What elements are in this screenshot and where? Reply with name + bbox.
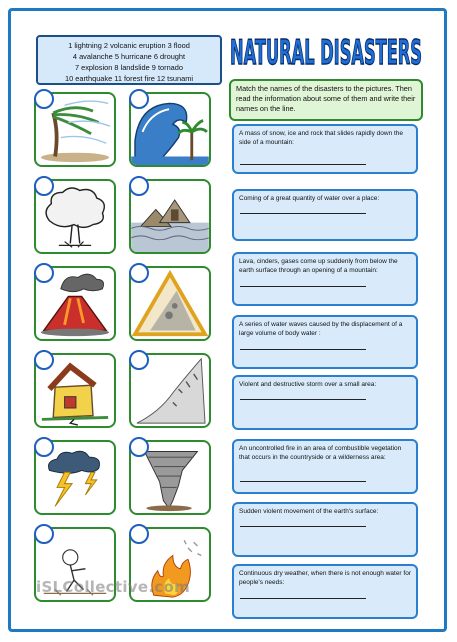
definition-text: Violent and destructive storm over a small area: (239, 381, 377, 388)
definition-text: Sudden violent movement of the earth's surface: (239, 508, 379, 515)
definition-box (232, 189, 418, 241)
answer-circle[interactable] (129, 437, 149, 457)
word-bank (36, 35, 222, 85)
answer-line[interactable] (240, 481, 366, 482)
answer-circle[interactable] (129, 176, 149, 196)
definition-text: An uncontrolled fire in an area of combustible vegetation that occurs in the countryside or a wilderness area: (239, 445, 402, 461)
definition-box (232, 564, 418, 619)
definition-box (232, 252, 418, 306)
definition-box (232, 124, 418, 174)
definition-text: Coming of a great quantity of water over a place: (239, 195, 380, 202)
definition-box (232, 439, 418, 494)
answer-circle[interactable] (129, 524, 149, 544)
answer-line[interactable] (240, 598, 366, 599)
answer-circle[interactable] (34, 524, 54, 544)
answer-line[interactable] (240, 349, 366, 350)
watermark: iSLCollective.com (36, 578, 191, 596)
answer-circle[interactable] (129, 89, 149, 109)
answer-line[interactable] (240, 399, 366, 400)
definition-box (232, 315, 418, 369)
answer-circle[interactable] (34, 263, 54, 283)
word-bank-line: 1 lightning 2 volcanic eruption 3 flood (68, 41, 190, 50)
definition-text: Continuous dry weather, when there is not enough water for people's needs: (239, 570, 411, 586)
answer-line[interactable] (240, 213, 366, 214)
answer-circle[interactable] (34, 176, 54, 196)
answer-line[interactable] (240, 526, 366, 527)
definition-box (232, 502, 418, 557)
definition-text: A mass of snow, ice and rock that slides rapidly down the side of a mountain: (239, 130, 404, 146)
answer-circle[interactable] (129, 263, 149, 283)
answer-circle[interactable] (129, 350, 149, 370)
answer-line[interactable] (240, 164, 366, 165)
answer-circle[interactable] (34, 437, 54, 457)
word-bank-line: 7 explosion 8 landslide 9 tornado (74, 63, 184, 72)
instructions-box: Match the names of the disasters to the pictures. Then read the information about some of them and write their names on the line. (229, 79, 423, 121)
definition-box (232, 375, 418, 430)
definition-text: A series of water waves caused by the displacement of a large volume of body water : (239, 321, 403, 337)
answer-line[interactable] (240, 286, 366, 287)
page-title-text: NATURAL DISASTERS (230, 33, 422, 72)
definition-text: Lava, cinders, gases come up suddenly from below the earth surface through an opening of a mountain: (239, 258, 398, 274)
answer-circle[interactable] (34, 350, 54, 370)
page-title (226, 28, 426, 72)
word-bank-line: 10 earthquake 11 forest fire 12 tsunami (64, 74, 194, 83)
answer-circle[interactable] (34, 89, 54, 109)
word-bank-line: 4 avalanche 5 hurricane 6 drought (72, 52, 186, 61)
